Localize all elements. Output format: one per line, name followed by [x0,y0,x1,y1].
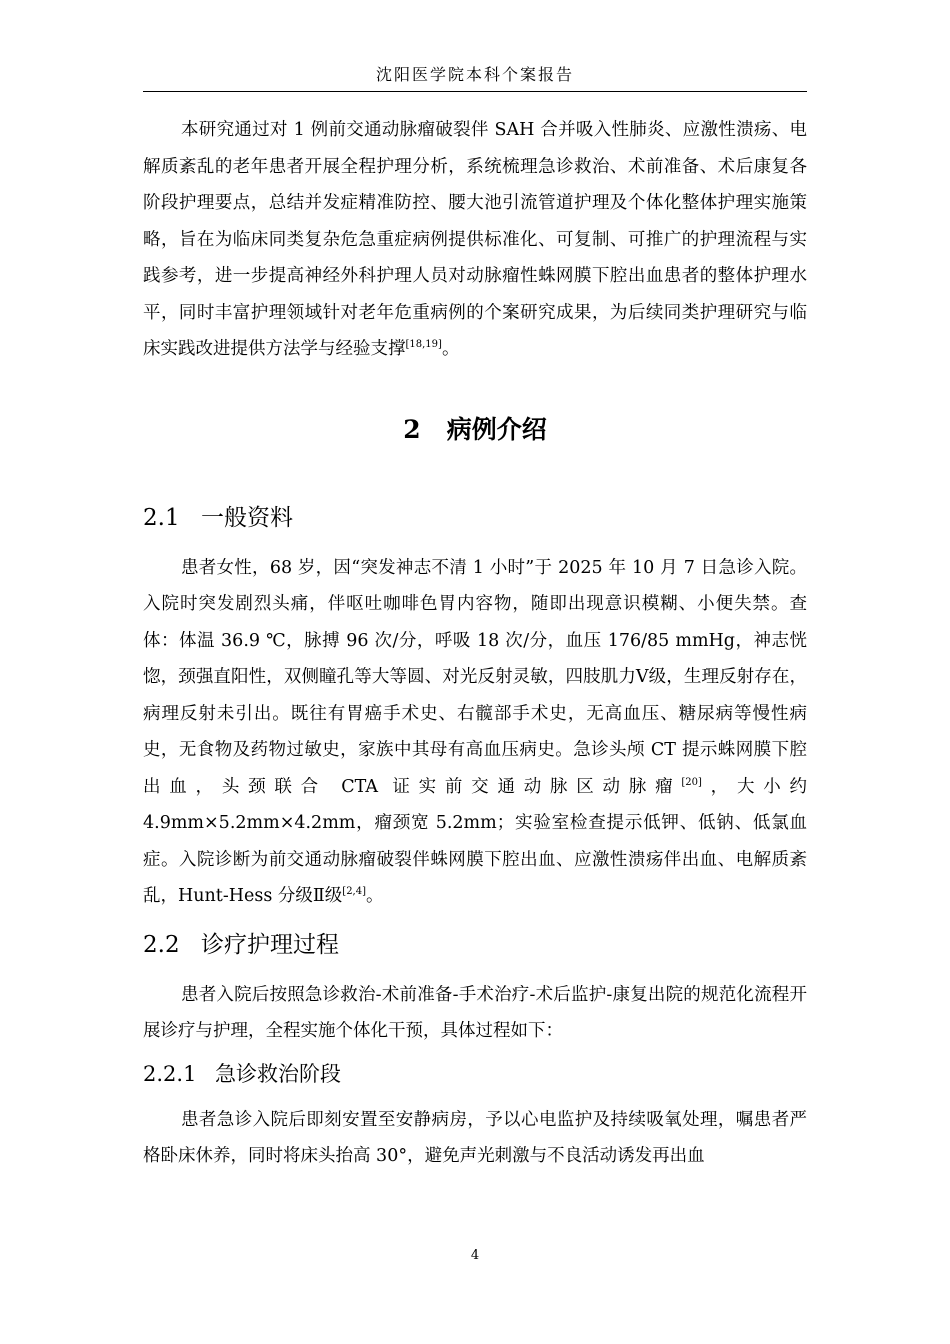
section-heading-2-2 [143,927,807,963]
chapter-title: 病例介绍 [446,414,547,444]
citation: [20] [681,776,702,788]
intro-end: 。 [441,339,460,359]
subsection-heading-2-2-1 [143,1056,807,1092]
intro-paragraph [143,112,807,368]
citation: [18,19] [405,339,442,350]
section-heading-2-1 [143,500,807,536]
chapter-heading [143,412,807,448]
running-header: 沈阳医学院本科个案报告 [375,65,574,84]
section-title: 诊疗护理过程 [201,931,339,958]
section-title: 一般资料 [201,504,293,531]
subsection-title: 急诊救治阶段 [215,1061,341,1086]
treatment-process-paragraph: 患者入院后按照急诊救治-术前准备-手术治疗-术后监护-康复出院的规范化流程开展诊疗与护理，全程实施个体化干预，具体过程如下： [143,984,807,1041]
page-body [143,112,807,1175]
chapter-number: 2 [403,414,421,444]
page-number: 4 [470,1248,480,1263]
citation: [2,4] [342,886,367,897]
general-info-paragraph [143,550,807,915]
general-info-end: 。 [366,886,384,906]
section-number: 2.2 [143,931,180,958]
section-number: 2.1 [143,504,180,531]
general-info-text-2: ，大小约 4.9mm×5.2mm×4.2mm，瘤颈宽 5.2mm；实验室检查提示低钾、低钠、低氯血症。入院诊断为前交通动脉瘤破裂伴蛛网膜下腔出血、应激性溃疡伴出血、电解质紊乱，Hunt-Hess 分级Ⅱ级 [143,776,808,906]
emergency-paragraph: 患者急诊入院后即刻安置至安静病房，予以心电监护及持续吸氧处理，嘱患者严格卧床休养，同时将床头抬高 30°，避免声光刺激与不良活动诱发再出血 [143,1109,807,1166]
header-rule [143,91,807,92]
intro-text: 本研究通过对 1 例前交通动脉瘤破裂伴 SAH 合并吸入性肺炎、应激性溃疡、电解质紊乱的老年患者开展全程护理分析，系统梳理急诊救治、术前准备、术后康复各阶段护理要点，总结并发症精准防控、腰大池引流管道护理及个体化整体护理实施策略，旨在为临床同类复杂危急重症病例提供标准化、可复制、可推广的护理流程与实践参考，进一步提高神经外科护理人员对动脉瘤性蛛网膜下腔出血患者的整体护理水平，同时丰富护理领域针对老年危重病例的个案研究成果，为后续同类护理研究与临床实践改进提供方法学与经验支撑 [143,120,807,359]
subsection-number: 2.2.1 [143,1061,197,1086]
general-info-text-1: 患者女性，68 岁，因“突发神志不清 1 小时”于 2025 年 10 月 7 日急诊入院。入院时突发剧烈头痛，伴呕吐咖啡色胃内容物，随即出现意识模糊、小便失禁。查体：体温 36.9 ℃，脉搏 96 次/分，呼吸 18 次/分，血压 176/85 mmHg，神志恍惚，颈强直阳性，双侧瞳孔等大等圆、对光反射灵敏，四肢肌力Ⅴ级，生理反射存在，病理反射未引出。既往有胃癌手术史、右髋部手术史，无高血压、糖尿病等慢性病史，无食物及药物过敏史，家族中其母有高血压病史。急诊头颅 CT 提示蛛网膜下腔出血，头颈联合 CTA 证实前交通动脉区动脉瘤 [143,557,807,797]
